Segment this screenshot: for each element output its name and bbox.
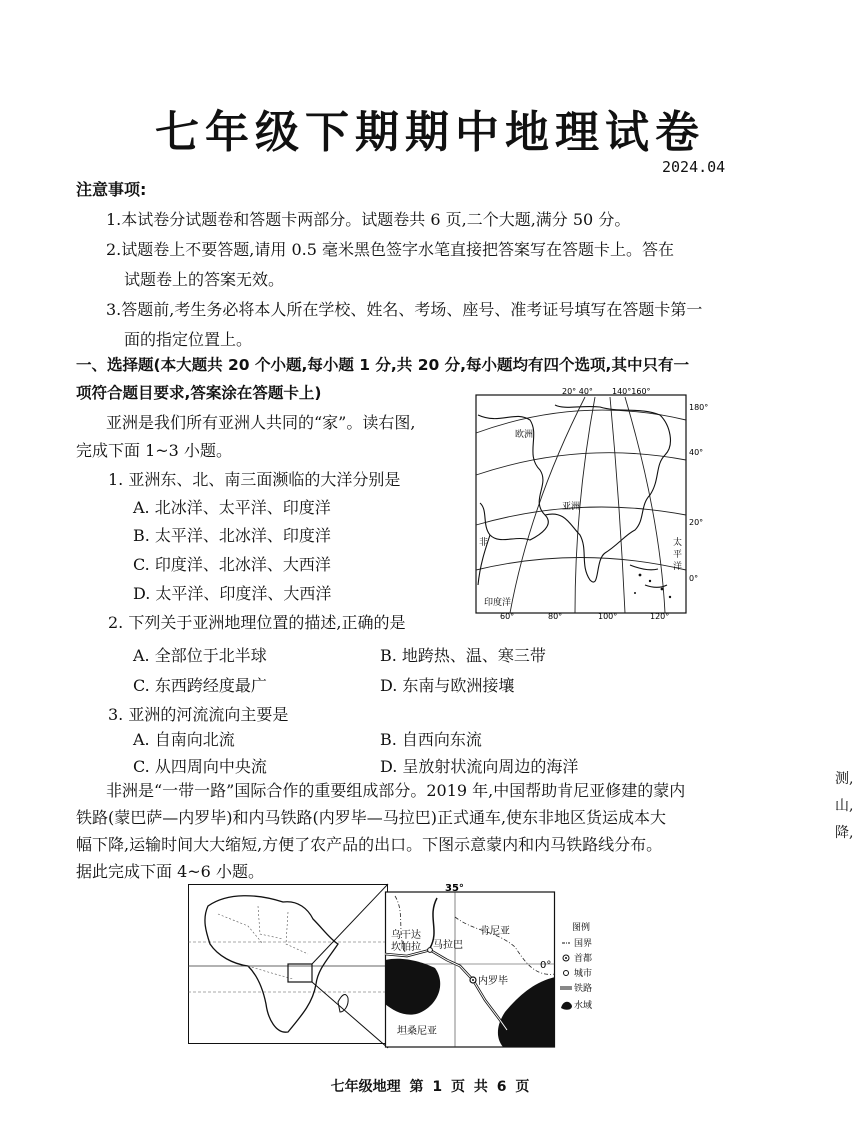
map-label: 太 — [673, 538, 683, 548]
map-label: 内罗毕 — [478, 976, 508, 987]
zoom-connector — [310, 882, 390, 1052]
map-label: 80° — [548, 612, 563, 621]
intro-text: 据此完成下面 4~6 小题。 — [76, 862, 264, 881]
notice-heading: 注意事项: — [76, 180, 147, 199]
page-footer: 七年级地理 第 1 页 共 6 页 — [330, 1079, 530, 1095]
map-label: 35° — [445, 883, 464, 894]
legend-item: 国界 — [574, 939, 593, 949]
asia-map — [470, 385, 709, 621]
legend-item: 铁路 — [574, 984, 593, 994]
question-stem: 3. 亚洲的河流流向主要是 — [108, 705, 289, 724]
map-label: 0° — [540, 960, 552, 971]
option-b: B. 自西向东流 — [380, 730, 482, 749]
map-label: 欧洲 — [515, 430, 534, 440]
option-d: D. 东南与欧洲接壤 — [380, 676, 515, 695]
option-c: C. 从四周向中央流 — [133, 757, 267, 776]
question-stem: 1. 亚洲东、北、南三面濒临的大洋分别是 — [108, 470, 401, 489]
legend-item: 城市 — [574, 969, 593, 979]
legend-item: 水域 — [574, 1001, 593, 1011]
map-label: 20° 40° — [562, 387, 593, 396]
edge-text: 降, — [835, 825, 854, 841]
notice-item: 2.试题卷上不要答题,请用 0.5 毫米黑色签字水笔直接把答案写在答题卡上。答在 — [106, 240, 674, 259]
option-a: A. 自南向北流 — [133, 730, 235, 749]
map-label: 140°160° — [612, 387, 651, 396]
map-label: 乌干达 — [391, 930, 421, 941]
map-label: 亚洲 — [562, 502, 581, 512]
option-d: D. 呈放射状流向周边的海洋 — [380, 757, 579, 776]
map-label: 20° — [689, 518, 704, 527]
map-label: 0° — [689, 574, 699, 583]
legend-title: 图例 — [572, 923, 591, 933]
option-b: B. 太平洋、北冰洋、印度洋 — [133, 526, 331, 545]
notice-item: 面的指定位置上。 — [124, 330, 253, 349]
notice-item: 试题卷上的答案无效。 — [124, 270, 285, 289]
map-label: 40° — [689, 448, 704, 457]
map-label: 平 — [673, 550, 683, 560]
notice-item: 3.答题前,考生务必将本人所在学校、姓名、考场、座号、准考证号填写在答题卡第一 — [106, 300, 703, 319]
map-label: 印度洋 — [484, 598, 512, 608]
map-label: 洋 — [673, 562, 683, 572]
map-label: 坦桑尼亚 — [397, 1026, 437, 1037]
option-a: A. 全部位于北半球 — [133, 646, 267, 665]
question-stem: 2. 下列关于亚洲地理位置的描述,正确的是 — [108, 613, 406, 632]
map-label: 马拉巴 — [433, 940, 463, 951]
intro-text: 铁路(蒙巴萨—内罗毕)和内马铁路(内罗毕—马拉巴)正式通车,使东非地区货运成本大 — [76, 808, 667, 827]
map-label: 120° — [650, 612, 670, 621]
section-heading: 一、选择题(本大题共 20 个小题,每小题 1 分,共 20 分,每小题均有四个选项,其中只有一 — [76, 356, 689, 374]
edge-text: 测, — [835, 771, 854, 787]
legend-item: 首都 — [574, 954, 593, 964]
railway-detail-map — [385, 882, 555, 1048]
map-label: 坎帕拉 — [391, 942, 421, 953]
map-label: 180° — [689, 403, 709, 412]
option-d: D. 太平洋、印度洋、大西洋 — [133, 584, 332, 603]
map-label: 60° — [500, 612, 515, 621]
intro-text: 完成下面 1~3 小题。 — [76, 441, 232, 460]
intro-text: 幅下降,运输时间大大缩短,方便了农产品的出口。下图示意蒙内和内马铁路线分布。 — [76, 835, 663, 854]
option-a: A. 北冰洋、太平洋、印度洋 — [133, 498, 331, 517]
notice-item: 1.本试卷分试题卷和答题卡两部分。试题卷共 6 页,二个大题,满分 50 分。 — [106, 210, 631, 229]
map-label: 肯尼亚 — [480, 926, 510, 937]
exam-date: 2024.04 — [662, 158, 726, 176]
page-title: 七年级下期期中地理试卷 — [155, 107, 705, 158]
section-heading-cont: 项符合题目要求,答案涂在答题卡上) — [76, 384, 322, 402]
option-c: C. 印度洋、北冰洋、大西洋 — [133, 555, 331, 574]
map-legend — [560, 920, 630, 1045]
option-c: C. 东西跨经度最广 — [133, 676, 267, 695]
map-label: 非 — [479, 538, 489, 548]
edge-text: 山, — [835, 798, 854, 814]
intro-text: 非洲是“一带一路”国际合作的重要组成部分。2019 年,中国帮助肯尼亚修建的蒙内 — [106, 781, 686, 800]
option-b: B. 地跨热、温、寒三带 — [380, 646, 546, 665]
map-label: 100° — [598, 612, 618, 621]
intro-text: 亚洲是我们所有亚洲人共同的“家”。读右图, — [106, 413, 416, 432]
